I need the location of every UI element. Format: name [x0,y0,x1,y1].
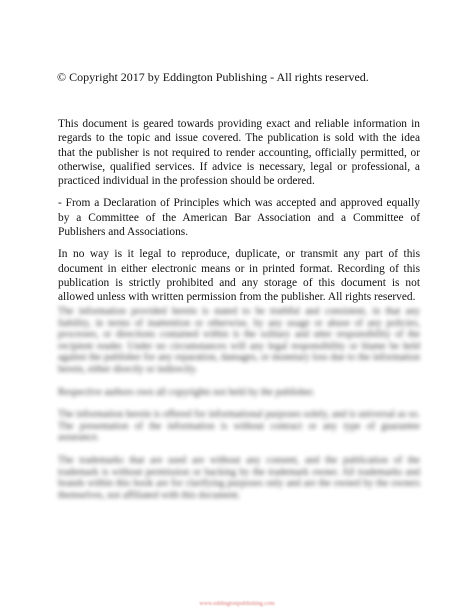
paragraph-declaration: - From a Declaration of Principles which was accepted and approved equally by a Committee of the American Bar Association and a Committee of Publishers and Associations. [58,197,420,239]
paragraph-intro: This document is geared towards providing exact and reliable information in regards to the topic and issue covered. The publication is sold with the idea that the publisher is not required to render accounting, officially permitted, or otherwise, qualified services. If advice is necessary, legal or professional, a practiced individual in the profession should be ordered. [58,118,420,188]
blurred-disclaimer [58,306,420,512]
blurred-paragraph-trademarks: The trademarks that are used are without any consent, and the publication of the trademark is without permission or backing by the trademark owner. All trademarks and brands within this book are for clarifying purposes only and are the owned by the owners themselves, not affiliated with this document. [58,454,420,501]
paragraph-reproduction: In no way is it legal to reproduce, duplicate, or transmit any part of this document in either electronic means or in printed format. Recording of this publication is strictly prohibited and any storage of this document is not allowed unless with written permission from the publisher. All rights reserved. [58,248,420,304]
legal-notice-body [58,117,420,313]
copyright-notice: © Copyright 2017 by Eddington Publishing - All rights reserved. [57,70,369,84]
footer-url: www.eddingtonpublishing.com [199,601,275,607]
blurred-paragraph-copyrights: Respective authors own all copyrights not held by the publisher. [58,386,315,398]
blurred-paragraph-liability: The information provided herein is stated to be truthful and consistent, in that any liability, in terms of inattention or otherwise, by any usage or abuse of any policies, processes, or directions contained within is the solitary and utter responsibility of the recipient reader. Under no circumstances will any legal responsibility or blame be held against the publisher for any reparation, damages, or monetary loss due to the information herein, either directly or indirectly. [58,306,420,375]
blurred-paragraph-informational: The information herein is offered for informational purposes solely, and is universal as so. The presentation of the information is without contract or any type of guarantee assurance. [58,409,420,444]
